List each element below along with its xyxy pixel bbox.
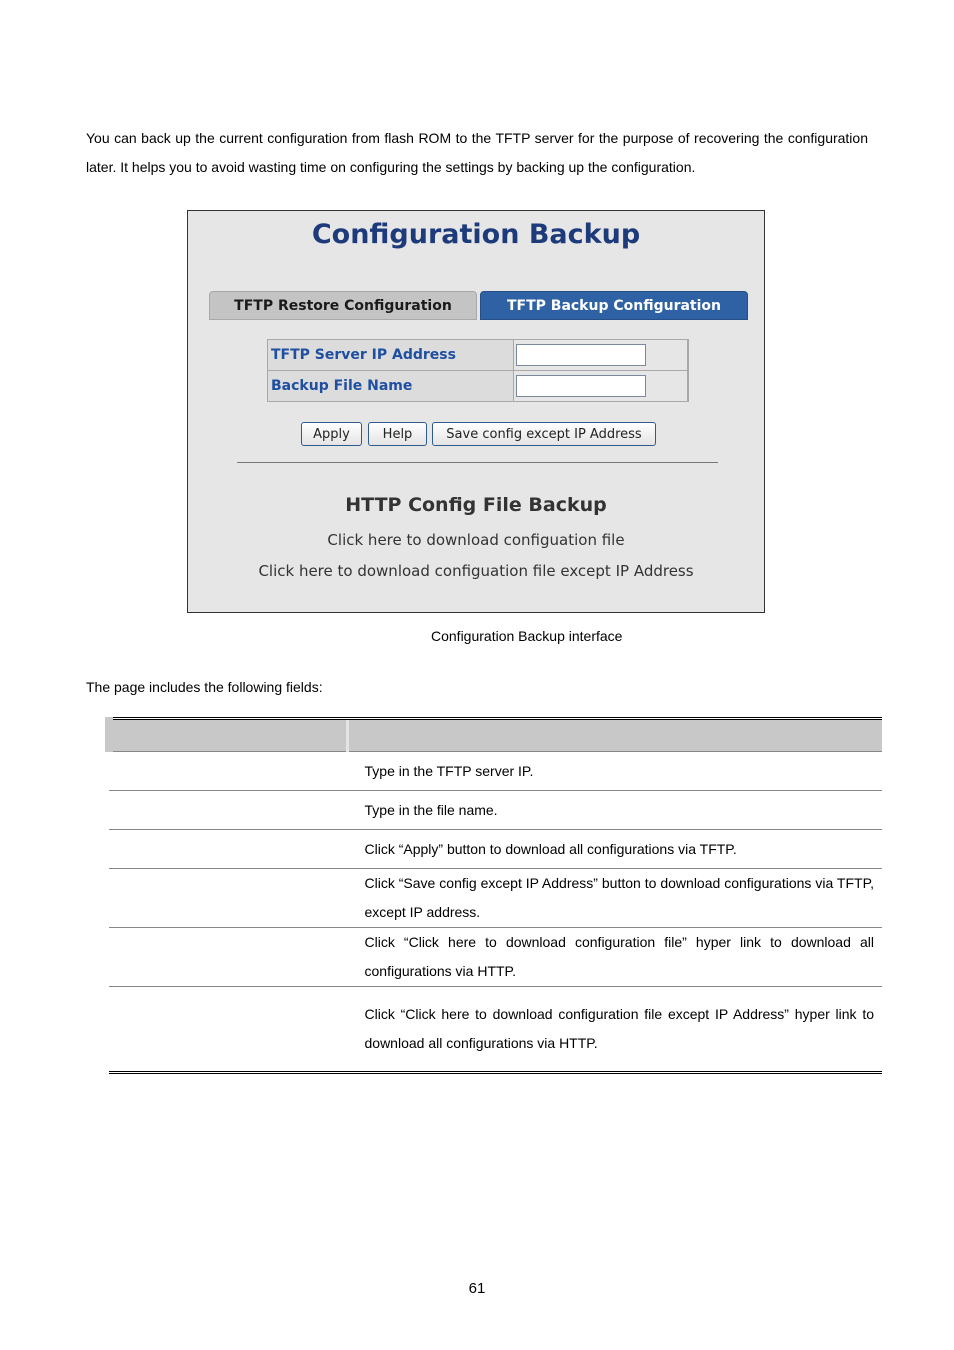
table-row	[109, 830, 882, 869]
table-row	[109, 869, 882, 928]
fields-table	[105, 717, 882, 1074]
http-backup-title: HTTP Config File Backup	[345, 494, 607, 516]
table-row	[109, 987, 882, 1073]
table-header-row	[109, 719, 882, 752]
row-description: Click “Click here to download configuration file” hyper link to download all configurations via HTTP.	[348, 928, 883, 987]
server-ip-input[interactable]	[516, 344, 646, 366]
page-number: 61	[468, 1280, 486, 1297]
row-object	[109, 791, 348, 830]
table-row	[109, 928, 882, 987]
download-config-link[interactable]: Click here to download configuation file	[327, 531, 625, 549]
figure-caption: Configuration Backup interface	[431, 628, 623, 644]
header-description	[348, 719, 883, 752]
table-row	[109, 752, 882, 791]
row-object	[109, 869, 348, 928]
save-config-except-ip-button[interactable]: Save config except IP Address	[432, 422, 656, 446]
configuration-backup-screenshot	[187, 210, 765, 613]
divider	[237, 462, 718, 463]
file-name-input[interactable]	[516, 375, 646, 397]
row-description: Click “Save config except IP Address” button to download configurations via TFTP, except IP address.	[348, 869, 883, 928]
intro-paragraph: You can back up the current configuration from flash ROM to the TFTP server for the purpose of recovering the configuration later. It helps you to avoid wasting time on configuring the settings by backing up the configuration.	[86, 130, 868, 175]
fields-intro: The page includes the following fields:	[86, 679, 323, 695]
server-ip-label: TFTP Server IP Address	[268, 340, 514, 371]
row-description: Click “Click here to download configuration file except IP Address” hyper link to download all configurations via HTTP.	[364, 1006, 874, 1051]
download-config-except-ip-link[interactable]: Click here to download configuation file except IP Address	[258, 562, 694, 580]
row-object	[109, 830, 348, 869]
file-name-row	[268, 371, 689, 402]
row-description: Click “Apply” button to download all configurations via TFTP.	[348, 830, 883, 869]
tftp-form	[267, 339, 689, 402]
tab-tftp-backup[interactable]: TFTP Backup Configuration	[480, 291, 748, 320]
tab-tftp-restore[interactable]: TFTP Restore Configuration	[209, 291, 477, 320]
row-object	[109, 928, 348, 987]
table-row	[109, 791, 882, 830]
button-row	[188, 422, 764, 446]
row-description: Type in the file name.	[348, 791, 883, 830]
panel-title: Configuration Backup	[311, 219, 641, 250]
row-object	[109, 752, 348, 791]
apply-button[interactable]: Apply	[301, 422, 362, 446]
server-ip-row	[268, 340, 689, 371]
help-button[interactable]: Help	[368, 422, 427, 446]
row-description: Type in the TFTP server IP.	[348, 752, 883, 791]
header-object	[109, 719, 348, 752]
file-name-label: Backup File Name	[268, 371, 514, 402]
row-object	[109, 987, 348, 1073]
